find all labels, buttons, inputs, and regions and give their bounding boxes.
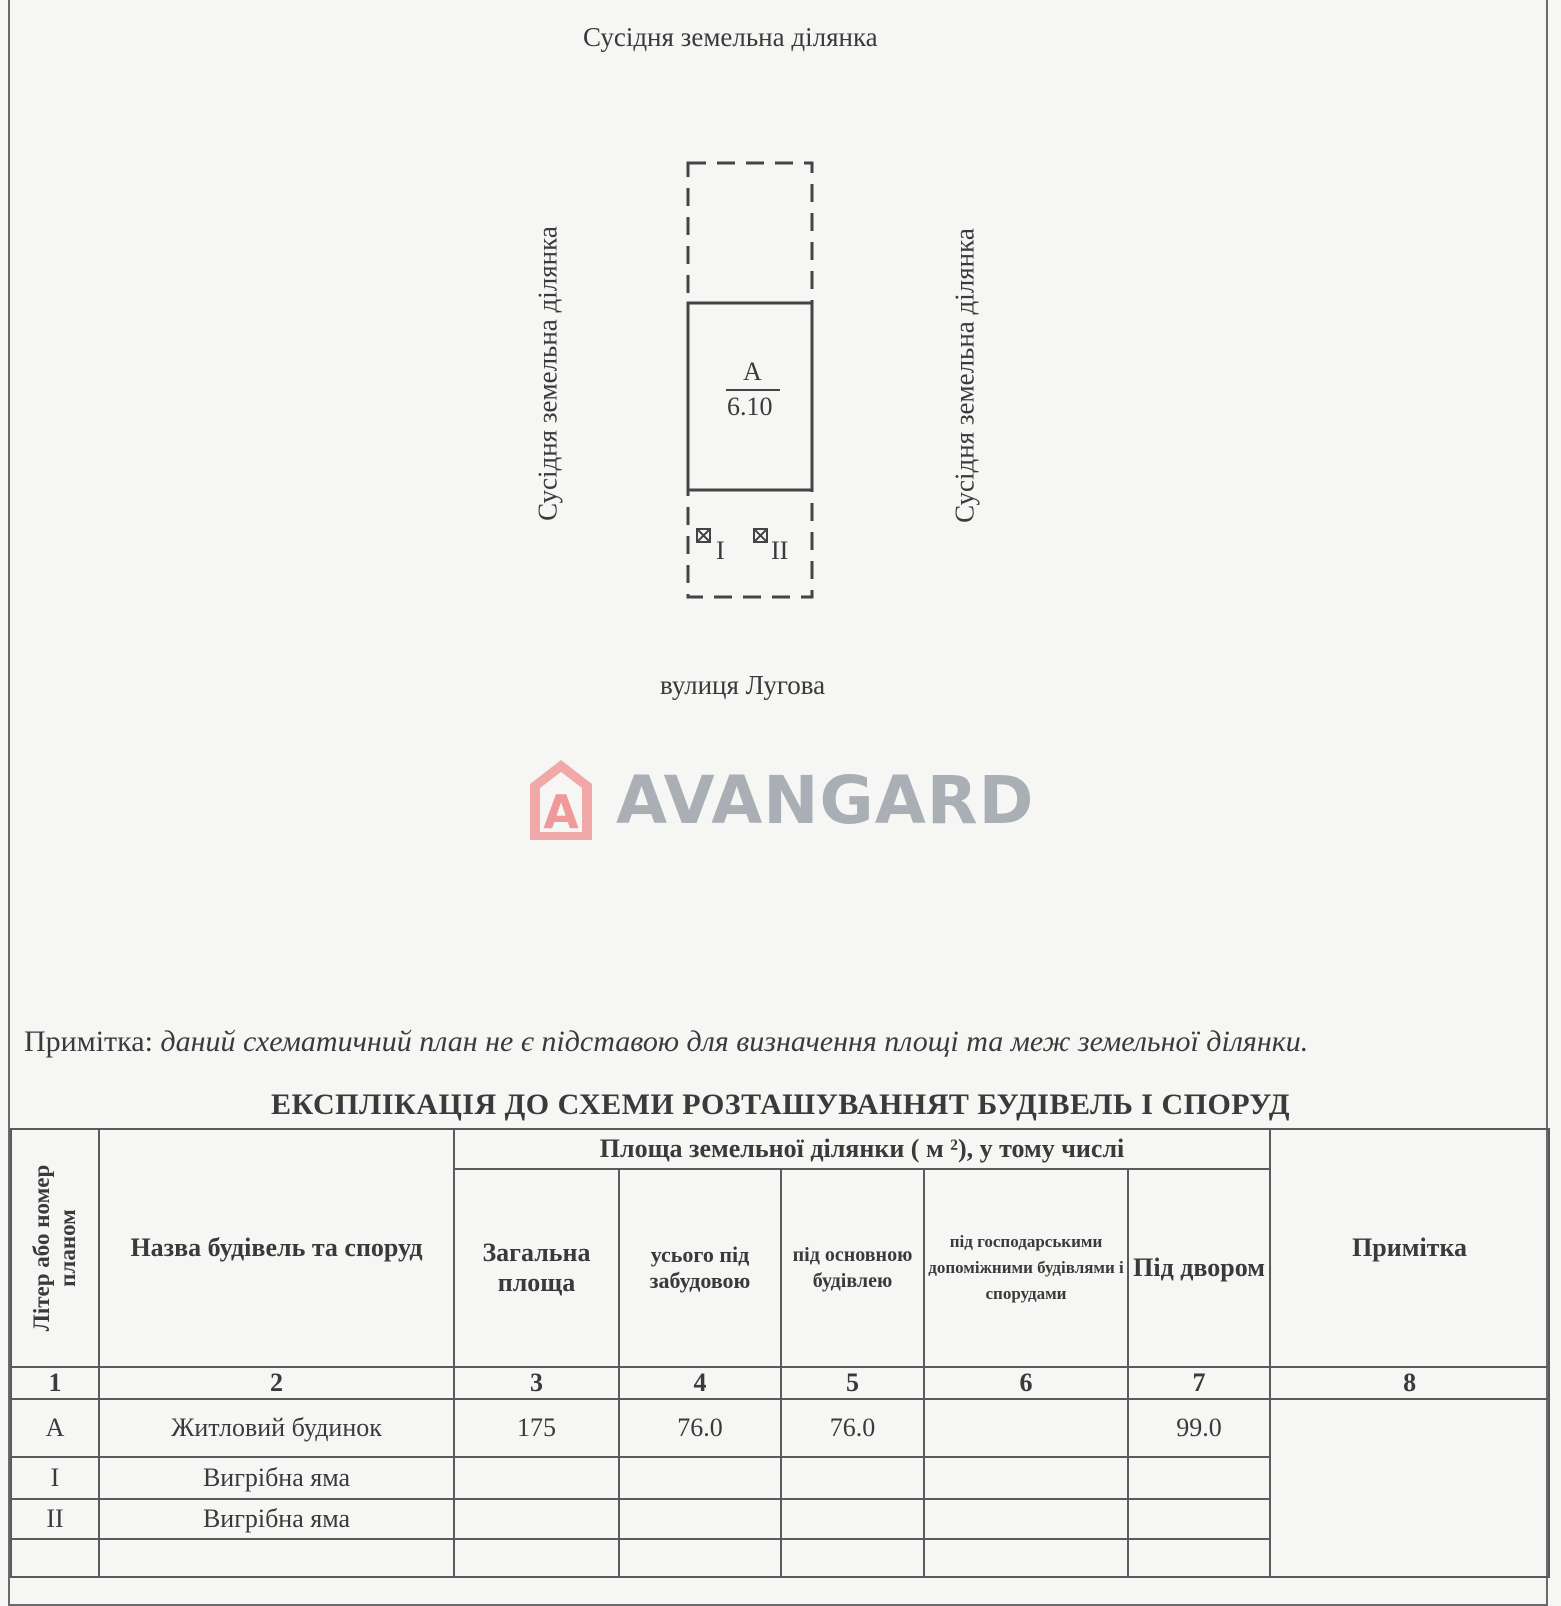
col-number: 8 xyxy=(1270,1367,1549,1399)
pit-label-1: I xyxy=(716,536,725,565)
row-note xyxy=(1270,1399,1549,1577)
left-neighbor-label: Сусідня земельна ділянка xyxy=(532,226,563,521)
col-number: 1 xyxy=(11,1367,99,1399)
col-number: 7 xyxy=(1128,1367,1270,1399)
header-area-group: Площа земельної ділянки ( м ²), у тому числі xyxy=(454,1129,1270,1169)
row-letter: А xyxy=(11,1399,99,1457)
row-yard: 99.0 xyxy=(1128,1399,1270,1457)
row-main xyxy=(781,1457,924,1499)
row-aux xyxy=(924,1399,1128,1457)
header-aux: під господарськими допоміжними будівлями і спорудами xyxy=(924,1169,1128,1367)
row-yard xyxy=(1128,1499,1270,1539)
row-name: Житловий будинок xyxy=(99,1399,454,1457)
table-row xyxy=(11,1399,1549,1457)
pit-symbol-2 xyxy=(754,529,767,542)
top-neighbor-label: Сусідня земельна ділянка xyxy=(583,22,878,52)
row-main: 76.0 xyxy=(781,1399,924,1457)
explication-table xyxy=(10,1128,1550,1578)
pit-label-2: II xyxy=(771,536,789,565)
row-letter: I xyxy=(11,1457,99,1499)
note xyxy=(24,1025,1308,1059)
street-label: вулиця Лугова xyxy=(660,670,826,700)
pit-symbol-1 xyxy=(697,529,710,542)
row-aux xyxy=(924,1499,1128,1539)
row-total xyxy=(454,1499,619,1539)
row-built: 76.0 xyxy=(619,1399,781,1457)
row-total xyxy=(454,1539,619,1577)
row-built xyxy=(619,1457,781,1499)
table-title: ЕКСПЛІКАЦІЯ ДО СХЕМИ РОЗТАШУВАННЯТ БУДІВЕЛЬ І СПОРУД xyxy=(270,1088,1291,1121)
header-letter: Літер або номер планом xyxy=(11,1129,99,1367)
header-main: під основною будівлею xyxy=(781,1169,924,1367)
col-number: 3 xyxy=(454,1367,619,1399)
col-number: 5 xyxy=(781,1367,924,1399)
row-name: Вигрібна яма xyxy=(99,1457,454,1499)
row-built xyxy=(619,1539,781,1577)
col-number: 2 xyxy=(99,1367,454,1399)
right-neighbor-label: Сусідня земельна ділянка xyxy=(949,228,980,523)
row-letter: II xyxy=(11,1499,99,1539)
row-main xyxy=(781,1499,924,1539)
header-built: усього під забудовою xyxy=(619,1169,781,1367)
row-name: Вигрібна яма xyxy=(99,1499,454,1539)
watermark xyxy=(528,758,1034,842)
svg-text:A: A xyxy=(543,785,579,839)
row-total: 175 xyxy=(454,1399,619,1457)
header-name: Назва будівель та споруд xyxy=(99,1129,454,1367)
watermark-text: AVANGARD xyxy=(616,761,1035,839)
row-yard xyxy=(1128,1457,1270,1499)
col-number: 4 xyxy=(619,1367,781,1399)
row-total xyxy=(454,1457,619,1499)
building-index: 6.10 xyxy=(727,392,773,421)
note-label: Примітка: xyxy=(24,1025,153,1058)
row-aux xyxy=(924,1539,1128,1577)
row-main xyxy=(781,1539,924,1577)
header-total: Загальна площа xyxy=(454,1169,619,1367)
col-number: 6 xyxy=(924,1367,1128,1399)
row-yard xyxy=(1128,1539,1270,1577)
row-letter xyxy=(11,1539,99,1577)
header-note: Примітка xyxy=(1270,1129,1549,1367)
row-aux xyxy=(924,1457,1128,1499)
row-name xyxy=(99,1539,454,1577)
building-letter: А xyxy=(743,357,762,386)
row-built xyxy=(619,1499,781,1539)
site-plan xyxy=(0,0,1561,720)
note-text: даний схематичний план не є підставою для визначення площі та меж земельної ділянки. xyxy=(160,1025,1309,1058)
header-yard: Під двором xyxy=(1128,1169,1270,1367)
avangard-logo-icon xyxy=(528,758,594,842)
